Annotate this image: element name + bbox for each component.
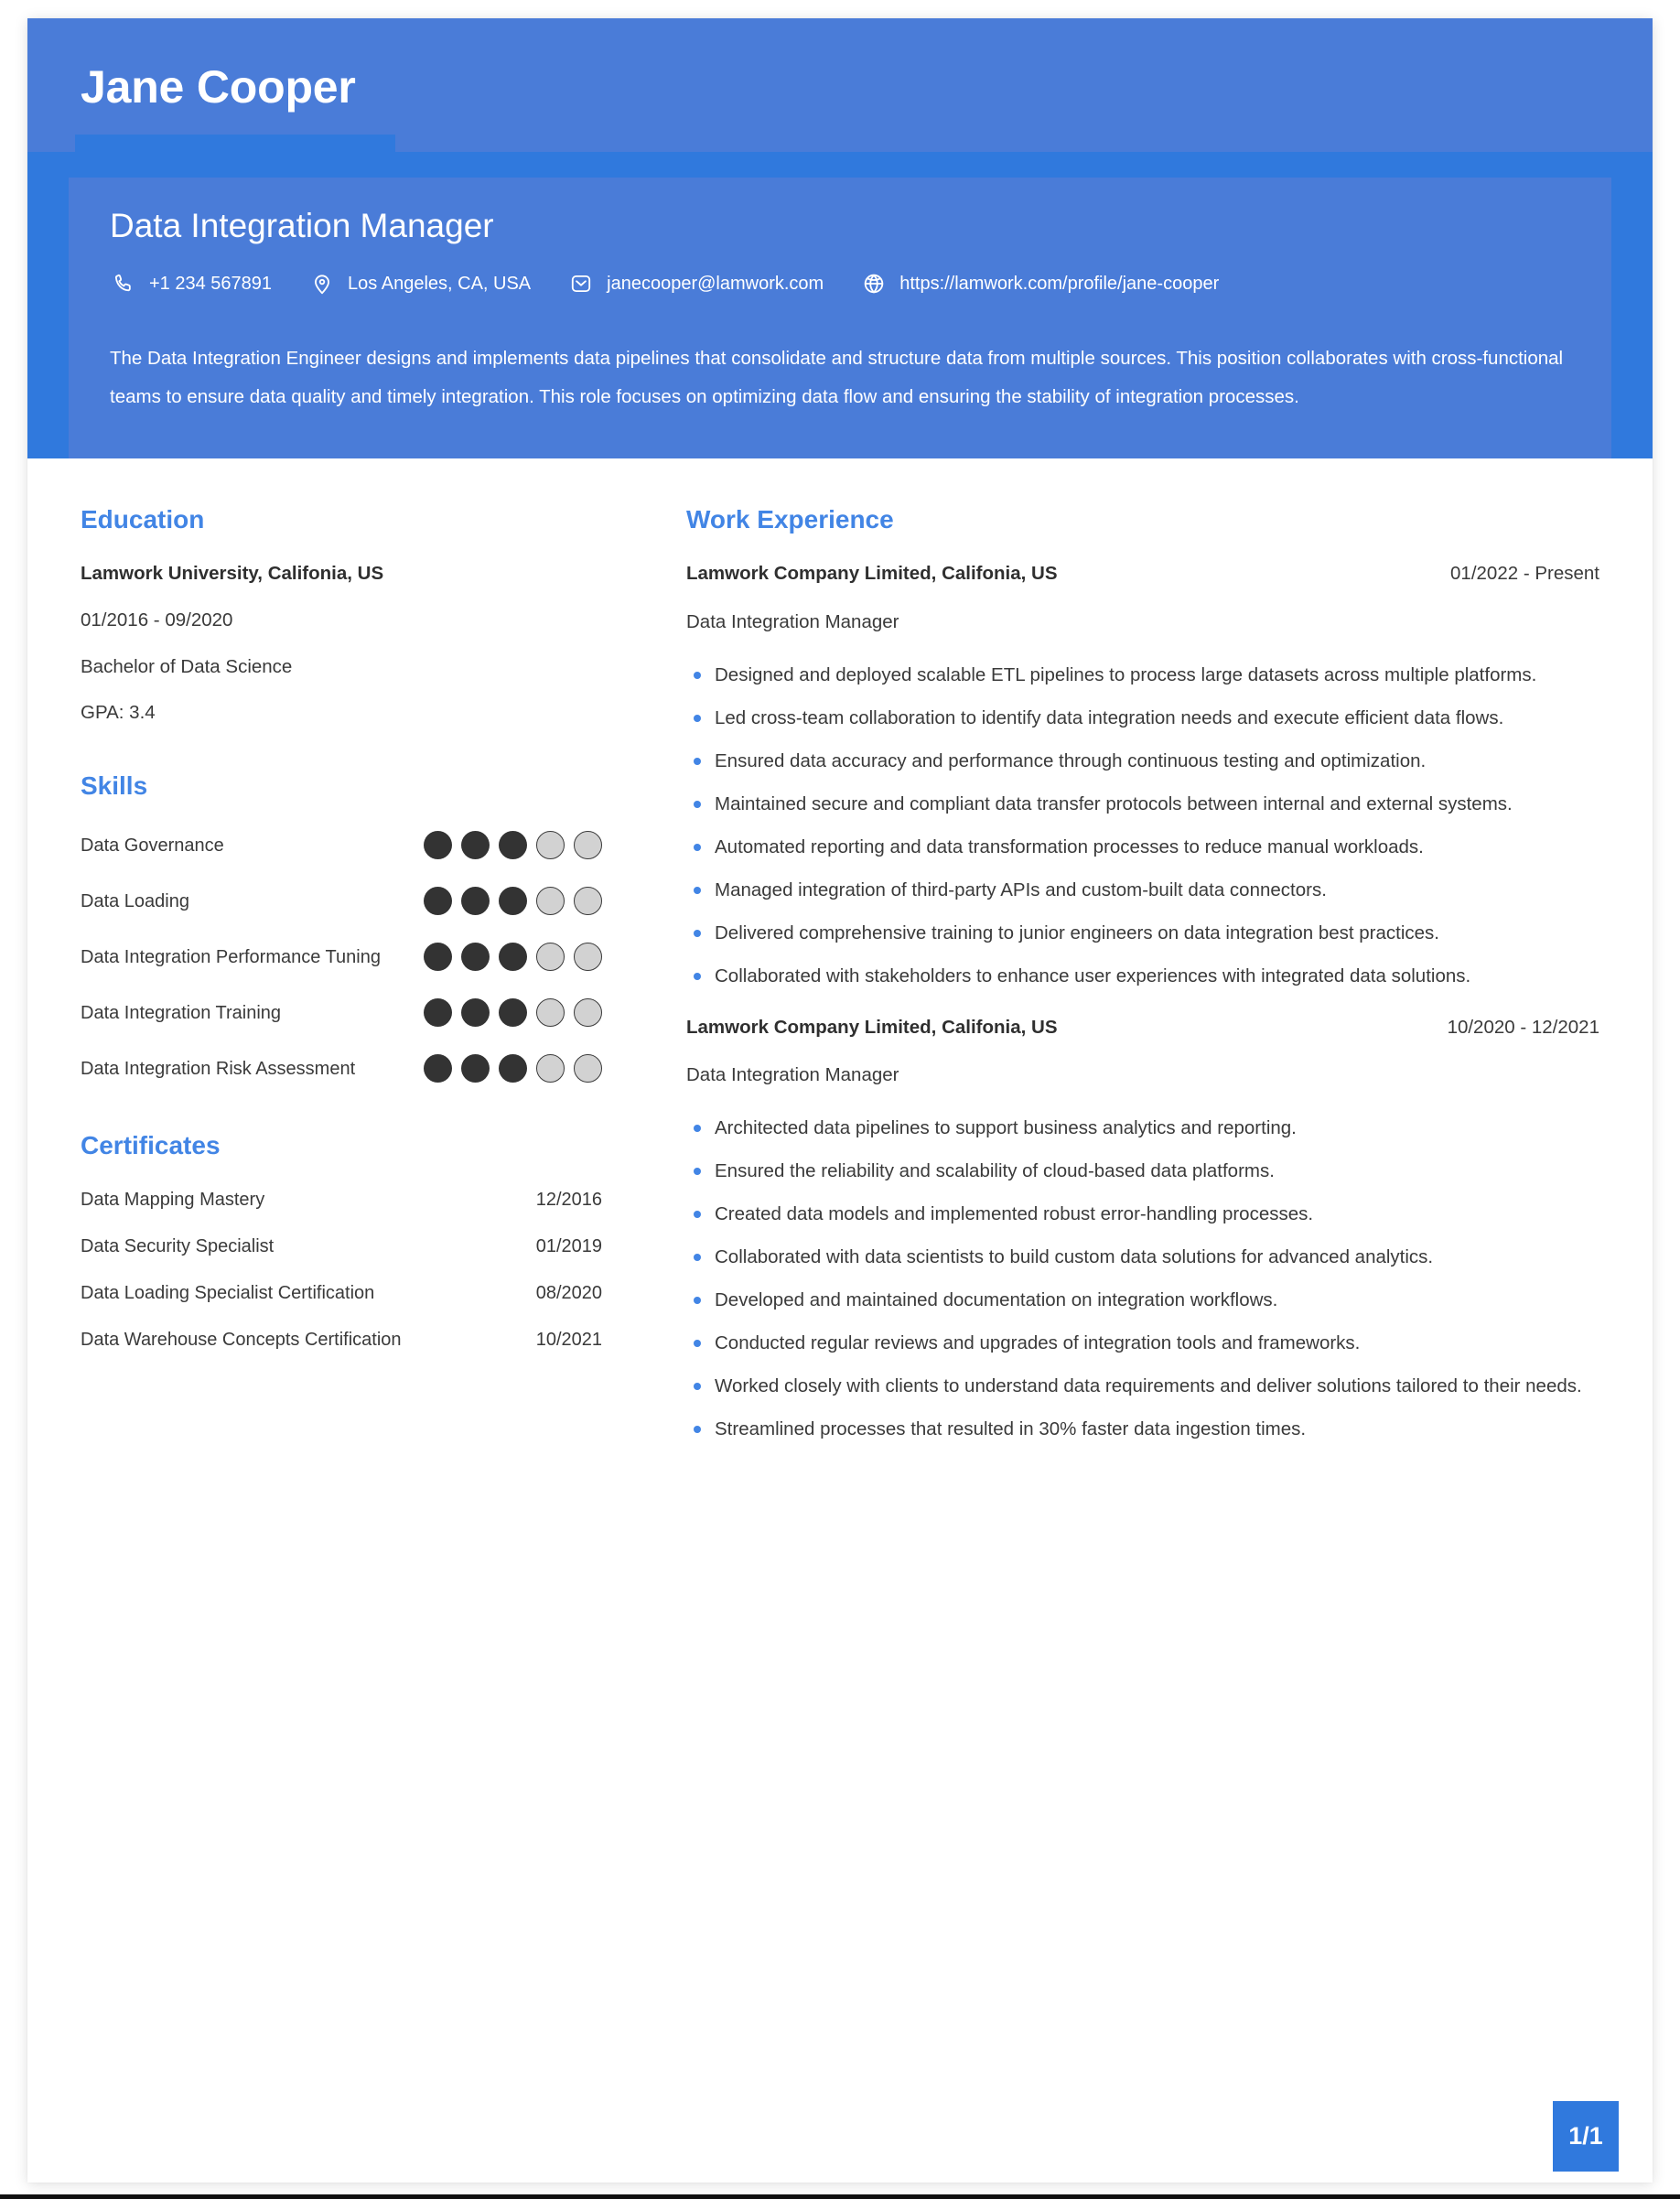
skill-row [81, 886, 602, 917]
skill-dot-filled [499, 831, 527, 859]
job-bullet: Automated reporting and data transformation processes to reduce manual workloads. [686, 828, 1599, 866]
right-column [639, 506, 1599, 1457]
skill-name: Data Integration Performance Tuning [81, 946, 381, 967]
resume-body [27, 458, 1653, 1457]
job-bullet: Developed and maintained documentation on integration workflows. [686, 1281, 1599, 1319]
education-degree: Bachelor of Data Science [81, 655, 293, 677]
skill-name: Data Governance [81, 835, 224, 856]
job-bullet: Designed and deployed scalable ETL pipelines to process large datasets across multiple platforms. [686, 656, 1599, 694]
skill-dot-filled [499, 943, 527, 971]
skills-heading: Skills [81, 771, 148, 800]
skill-level-dots [424, 1054, 602, 1083]
job-header [686, 1017, 1599, 1040]
skill-row [81, 830, 602, 861]
skill-dot-empty [574, 998, 602, 1027]
certificate-name: Data Security Specialist [81, 1236, 275, 1257]
contact-location-text: Los Angeles, CA, USA [348, 273, 532, 294]
skill-dot-filled [461, 1054, 490, 1083]
skill-dot-empty [536, 831, 565, 859]
job-header [686, 563, 1599, 586]
education-heading: Education [81, 504, 205, 534]
job-bullet: Collaborated with data scientists to build custom data solutions for advanced analytics. [686, 1238, 1599, 1276]
certificate-row [81, 1329, 602, 1351]
job-bullet: Delivered comprehensive training to junior engineers on data integration best practices. [686, 914, 1599, 952]
jobs-list [686, 563, 1599, 1447]
certificate-name: Data Warehouse Concepts Certification [81, 1330, 402, 1351]
header-job-title: Data Integration Manager [110, 207, 494, 244]
certificate-name: Data Mapping Mastery [81, 1190, 265, 1211]
job-bullet: Streamlined processes that resulted in 30% faster data ingestion times. [686, 1410, 1599, 1448]
skill-row [81, 1053, 602, 1084]
job-bullet: Collaborated with stakeholders to enhance user experiences with integrated data solutions. [686, 957, 1599, 995]
skill-dot-filled [499, 998, 527, 1027]
certificate-date: 01/2019 [535, 1236, 602, 1257]
skill-name: Data Integration Training [81, 1002, 282, 1023]
skill-dot-empty [574, 943, 602, 971]
contact-phone[interactable] [110, 270, 272, 297]
skill-level-dots [424, 887, 602, 915]
job-bullet: Created data models and implemented robust error-handling processes. [686, 1195, 1599, 1233]
skill-dot-empty [536, 1054, 565, 1083]
skill-dot-filled [461, 831, 490, 859]
contact-email-text: janecooper@lamwork.com [607, 273, 824, 294]
skill-dot-filled [424, 943, 452, 971]
job-entry [686, 563, 1599, 994]
skill-dot-filled [424, 831, 452, 859]
certificates-list [81, 1189, 602, 1351]
skill-name: Data Integration Risk Assessment [81, 1058, 356, 1079]
certificate-row [81, 1189, 602, 1211]
certificates-section [81, 1132, 602, 1352]
certificate-row [81, 1235, 602, 1257]
job-role: Data Integration Manager [686, 1064, 899, 1086]
skill-dot-empty [536, 998, 565, 1027]
skill-level-dots [424, 831, 602, 859]
skill-dot-filled [461, 887, 490, 915]
contact-email[interactable] [567, 270, 824, 297]
job-company: Lamwork Company Limited, Califonia, US [686, 1016, 1058, 1038]
job-spacer [686, 1004, 1599, 1017]
skill-dot-filled [499, 1054, 527, 1083]
education-gpa: GPA: 3.4 [81, 702, 156, 724]
skills-list [81, 830, 602, 1084]
skill-dot-filled [424, 887, 452, 915]
job-bullet: Worked closely with clients to understand data requirements and deliver solutions tailored to their needs. [686, 1367, 1599, 1405]
contact-phone-text: +1 234 567891 [149, 273, 273, 294]
contact-location[interactable] [308, 270, 531, 297]
page-indicator-badge: 1/1 [1553, 2101, 1619, 2172]
skill-dot-empty [536, 943, 565, 971]
location-pin-icon [308, 270, 336, 297]
job-bullet: Ensured data accuracy and performance through continuous testing and optimization. [686, 742, 1599, 780]
skill-dot-filled [424, 1054, 452, 1083]
job-bullet: Ensured the reliability and scalability of cloud-based data platforms. [686, 1152, 1599, 1190]
education-org: Lamwork University, Califonia, US [81, 563, 384, 585]
skill-level-dots [424, 943, 602, 971]
skill-dot-empty [574, 887, 602, 915]
job-bullet-list [686, 656, 1599, 995]
header-name-band [27, 18, 1653, 152]
page-title: Jane Cooper [81, 61, 356, 113]
job-bullet: Managed integration of third-party APIs and custom-built data connectors. [686, 871, 1599, 909]
skills-section [81, 772, 602, 1084]
skill-row [81, 997, 602, 1029]
job-role: Data Integration Manager [686, 610, 899, 632]
job-period: 01/2022 - Present [1450, 563, 1599, 585]
job-bullet: Maintained secure and compliant data transfer protocols between internal and external systems. [686, 785, 1599, 823]
skill-dot-filled [461, 998, 490, 1027]
skill-dot-filled [424, 998, 452, 1027]
certificate-row [81, 1282, 602, 1304]
header-detail-panel [69, 178, 1611, 458]
skill-dot-empty [574, 831, 602, 859]
skill-dot-filled [499, 887, 527, 915]
envelope-icon [567, 270, 595, 297]
certificate-date: 08/2020 [535, 1283, 602, 1304]
skill-level-dots [424, 998, 602, 1027]
job-bullet-list [686, 1109, 1599, 1448]
certificate-name: Data Loading Specialist Certification [81, 1283, 375, 1304]
contact-row [110, 270, 1570, 297]
header-bright-band [27, 152, 1653, 458]
resume-page [27, 18, 1653, 2183]
job-bullet: Conducted regular reviews and upgrades of integration tools and frameworks. [686, 1324, 1599, 1362]
job-bullet: Architected data pipelines to support business analytics and reporting. [686, 1109, 1599, 1147]
skill-dot-empty [574, 1054, 602, 1083]
left-column [81, 506, 639, 1399]
globe-icon [860, 270, 888, 297]
skill-dot-filled [461, 943, 490, 971]
work-experience-heading: Work Experience [686, 504, 894, 534]
contact-website-text: https://lamwork.com/profile/jane-cooper [899, 273, 1220, 294]
header-summary: The Data Integration Engineer designs and implements data pipelines that consolidate and structure data from multiple sources. This position collaborates with cross-functional teams to ensure data quality and timely integration. This role focuses on optimizing data flow and ensuring the stability of integration processes. [110, 347, 1564, 407]
skill-dot-empty [536, 887, 565, 915]
job-bullet: Led cross-team collaboration to identify data integration needs and execute efficient data flows. [686, 699, 1599, 737]
job-company: Lamwork Company Limited, Califonia, US [686, 563, 1058, 585]
contact-website[interactable] [860, 270, 1219, 297]
education-period: 01/2016 - 09/2020 [81, 609, 233, 631]
job-period: 10/2020 - 12/2021 [1447, 1016, 1599, 1038]
phone-icon [110, 270, 137, 297]
skill-name: Data Loading [81, 890, 189, 911]
certificates-heading: Certificates [81, 1130, 221, 1159]
certificate-date: 10/2021 [535, 1330, 602, 1351]
certificate-date: 12/2016 [535, 1190, 602, 1211]
skill-row [81, 942, 602, 973]
bottom-strip [0, 2194, 1680, 2199]
job-entry [686, 1017, 1599, 1448]
education-section [81, 506, 602, 725]
